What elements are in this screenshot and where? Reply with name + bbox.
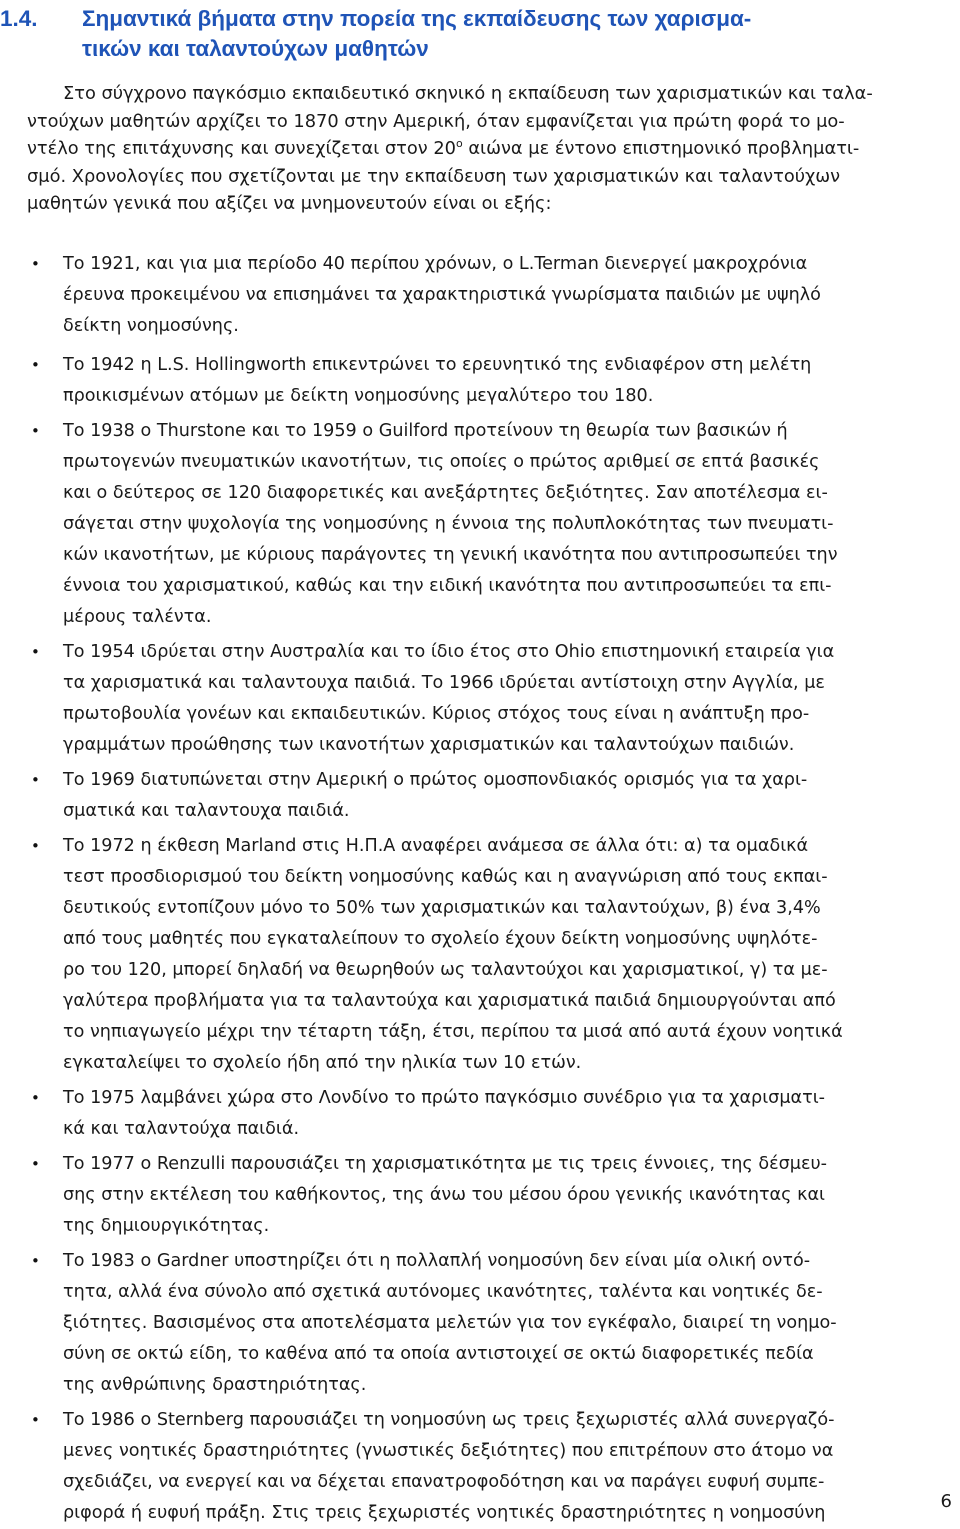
bullet-icon: •: [31, 1252, 40, 1270]
timeline-item-text: [63, 1246, 953, 1401]
timeline-item: [0, 1405, 960, 1529]
timeline-item-line: και ο δεύτερος σε 120 διαφορετικές και ανεξάρτητες δεξιότητες. Σαν αποτέλεσμα ει-: [63, 483, 828, 503]
timeline-item-line: μενες νοητικές δραστηριότητες (γνωστικές δεξιότητες) που επιτρέπουν στο άτομο να: [63, 1441, 834, 1461]
timeline-item-line: Το 1983 ο Gardner υποστηρίζει ότι η πολλαπλή νοημοσύνη δεν είναι μία ολική οντό-: [63, 1251, 811, 1271]
timeline-item: [0, 1083, 960, 1145]
timeline-item-line: τα χαρισματικά και ταλαντουχα παιδιά. Το 1966 ιδρύεται αντίστοιχη στην Αγγλία, με: [63, 673, 825, 693]
timeline-item-text: [63, 1149, 953, 1242]
intro-line-part: ντέλο της επιτάχυνσης και συνεχίζεται στον 20: [27, 138, 456, 160]
timeline-item-text: [63, 416, 953, 633]
timeline-item-line: σματικά και ταλαντουχα παιδιά.: [63, 801, 350, 821]
timeline-item-line: έννοια του χαρισματικού, καθώς και την ειδική ικανότητα που αντιπροσωπεύει τα επι-: [63, 576, 832, 596]
timeline-item-line: κά και ταλαντούχα παιδιά.: [63, 1119, 300, 1139]
intro-line: ντούχων μαθητών αρχίζει το 1870 στην Αμερική, όταν εμφανίζεται για πρώτη φορά το μο-: [27, 110, 845, 132]
bullet-icon: •: [31, 356, 40, 374]
heading-title-part-2: τικών και ταλαντούχων μαθητών: [82, 36, 429, 61]
timeline-item-line: κών ικανοτήτων, με κύριους παράγοντες τη γενική ικανότητα που αντιπροσωπεύει την: [63, 545, 838, 565]
timeline-item-text: [63, 831, 953, 1079]
heading-title-part-1: Σημαντικά βήματα στην πορεία της εκπαίδευσης των χαρισμα-: [82, 6, 752, 31]
intro-paragraph: [27, 80, 955, 218]
timeline-item-line: εγκαταλείψει το σχολείο ήδη από την ηλικία των 10 ετών.: [63, 1053, 582, 1073]
timeline-item-line: Το 1938 ο Thurstone και το 1959 ο Guilford προτείνουν τη θεωρία των βασικών ή: [63, 421, 788, 441]
timeline-item-line: Το 1969 διατυπώνεται στην Αμερική ο πρώτος ομοσπονδιακός ορισμός για τα χαρι-: [63, 770, 808, 790]
section-number: 1.4.: [0, 6, 38, 31]
timeline-item-line: τητα, αλλά ένα σύνολο από σχετικά αυτόνομες ικανότητες, ταλέντα και νοητικές δε-: [63, 1282, 823, 1302]
bullet-icon: •: [31, 1089, 40, 1107]
intro-line-part: αιώνα με έντονο επιστημονικό προβληματι-: [462, 138, 860, 160]
timeline-item: [0, 637, 960, 761]
intro-line: Στο σύγχρονο παγκόσμιο εκπαιδευτικό σκηνικό η εκπαίδευση των χαρισματικών και ταλα-: [63, 83, 873, 104]
timeline-item-line: πρωτοβουλία γονέων και εκπαιδευτικών. Κύριος στόχος τους είναι η ανάπτυξη προ-: [63, 704, 810, 724]
timeline-item: [0, 350, 960, 412]
timeline-item-line: σχεδιάζει, να ενεργεί και να δέχεται επανατροφοδότηση και να παράγει ευφυή συμπε-: [63, 1472, 825, 1492]
timeline-item: [0, 765, 960, 827]
timeline-item-line: της δημιουργικότητας.: [63, 1216, 270, 1236]
timeline-item-line: τεστ προσδιορισμού του δείκτη νοημοσύνης καθώς και η αναγνώριση από τους εκπαι-: [63, 867, 828, 887]
timeline-item-text: [63, 1405, 953, 1529]
timeline-item-line: Το 1921, και για μια περίοδο 40 περίπου χρόνων, ο L.Terman διενεργεί μακροχρόνια: [63, 254, 808, 274]
timeline-item-line: Το 1975 λαμβάνει χώρα στο Λονδίνο το πρώτο παγκόσμιο συνέδριο για τα χαρισματι-: [63, 1088, 826, 1108]
timeline-item-line: ριφορά ή ευφυή πράξη. Στις τρεις ξεχωριστές νοητικές δραστηριότητες η νοημοσύνη: [63, 1503, 826, 1523]
timeline-item: [0, 831, 960, 1079]
timeline-item-line: γαλύτερα προβλήματα για τα ταλαντούχα και χαρισματικά παιδιά δημιουργούνται από: [63, 991, 836, 1011]
timeline-item-line: Το 1977 ο Renzulli παρουσιάζει τη χαρισματικότητα με τις τρεις έννοιες, της δέσμευ-: [63, 1154, 827, 1174]
timeline-item-line: το νηπιαγωγείο μέχρι την τέταρτη τάξη, έτσι, περίπου τα μισά από αυτά έχουν νοητικά: [63, 1022, 843, 1042]
timeline-item-text: [63, 637, 953, 761]
bullet-icon: •: [31, 643, 40, 661]
section-heading: [0, 4, 940, 64]
timeline-item: [0, 249, 960, 342]
timeline-item-line: Το 1954 ιδρύεται στην Αυστραλία και το ίδιο έτος στο Ohio επιστημονική εταιρεία για: [63, 642, 835, 662]
timeline-item-line: σάγεται στην ψυχολογία της νοημοσύνης η έννοια της πολυπλοκότητας των πνευματι-: [63, 514, 834, 534]
timeline-item-line: Το 1986 ο Sternberg παρουσιάζει τη νοημοσύνη ως τρεις ξεχωριστές αλλά συνεργαζό-: [63, 1410, 835, 1430]
bullet-icon: •: [31, 1155, 40, 1173]
intro-line: [27, 135, 955, 163]
intro-line: μαθητών γενικά που αξίζει να μνημονευτούν είναι οι εξής:: [27, 193, 552, 215]
timeline-item-line: σης στην εκτέλεση του καθήκοντος, της άνω του μέσου όρου γενικής ικανότητας και: [63, 1185, 825, 1205]
timeline-item-text: [63, 249, 953, 342]
timeline-item-line: έρευνα προκειμένου να επισημάνει τα χαρακτηριστικά γνωρίσματα παιδιών με υψηλό: [63, 285, 821, 305]
timeline-item-line: σύνη σε οκτώ είδη, το καθένα από τα οποία αντιστοιχεί σε οκτώ διαφορετικές πεδία: [63, 1344, 814, 1364]
timeline-item-line: δευτικούς εντοπίζουν μόνο το 50% των χαρισματικών και ταλαντούχων, β) ένα 3,4%: [63, 898, 821, 918]
timeline-item-line: ξιότητες. Βασισμένος στα αποτελέσματα μελετών για τον εγκέφαλο, διαιρεί τη νοημο-: [63, 1313, 837, 1333]
timeline-item-line: προικισμένων ατόμων με δείκτη νοημοσύνης μεγαλύτερο του 180.: [63, 386, 654, 406]
timeline-item-line: πρωτογενών πνευματικών ικανοτήτων, τις οποίες ο πρώτος αριθμεί σε επτά βασικές: [63, 452, 820, 472]
ordinal-superscript: ο: [455, 137, 463, 151]
heading-line-1: [0, 4, 940, 34]
timeline-item-text: [63, 1083, 953, 1145]
timeline-item: [0, 416, 960, 633]
timeline-item-text: [63, 350, 953, 412]
timeline-item-line: δείκτη νοημοσύνης.: [63, 316, 239, 336]
timeline-item-line: Το 1942 η L.S. Hollingworth επικεντρώνει το ερευνητικό της ενδιαφέρον στη μελέτη: [63, 355, 812, 375]
page-number: 6: [940, 1491, 952, 1512]
timeline-list: [0, 249, 960, 1529]
bullet-icon: •: [31, 771, 40, 789]
bullet-icon: •: [31, 422, 40, 440]
bullet-icon: •: [31, 255, 40, 273]
timeline-item-line: της ανθρώπινης δραστηριότητας.: [63, 1375, 367, 1395]
timeline-item-line: Το 1972 η έκθεση Marland στις Η.Π.Α αναφέρει ανάμεσα σε άλλα ότι: α) τα ομαδικά: [63, 836, 809, 856]
timeline-item-text: [63, 765, 953, 827]
timeline-item-line: μέρους ταλέντα.: [63, 607, 212, 627]
bullet-icon: •: [31, 1411, 40, 1429]
timeline-item-line: γραμμάτων προώθησης των ικανοτήτων χαρισματικών και ταλαντούχων παιδιών.: [63, 735, 795, 755]
bullet-icon: •: [31, 837, 40, 855]
timeline-item-line: ρο του 120, μπορεί δηλαδή να θεωρηθούν ως ταλαντούχοι και χαρισματικοί, γ) τα με-: [63, 960, 828, 980]
intro-line: σμό. Χρονολογίες που σχετίζονται με την εκπαίδευση των χαρισματικών και ταλαντούχων: [27, 165, 841, 187]
timeline-item: [0, 1149, 960, 1242]
timeline-item: [0, 1246, 960, 1401]
timeline-item-line: από τους μαθητές που εγκαταλείπουν το σχολείο έχουν δείκτη νοημοσύνης υψηλότε-: [63, 929, 818, 949]
